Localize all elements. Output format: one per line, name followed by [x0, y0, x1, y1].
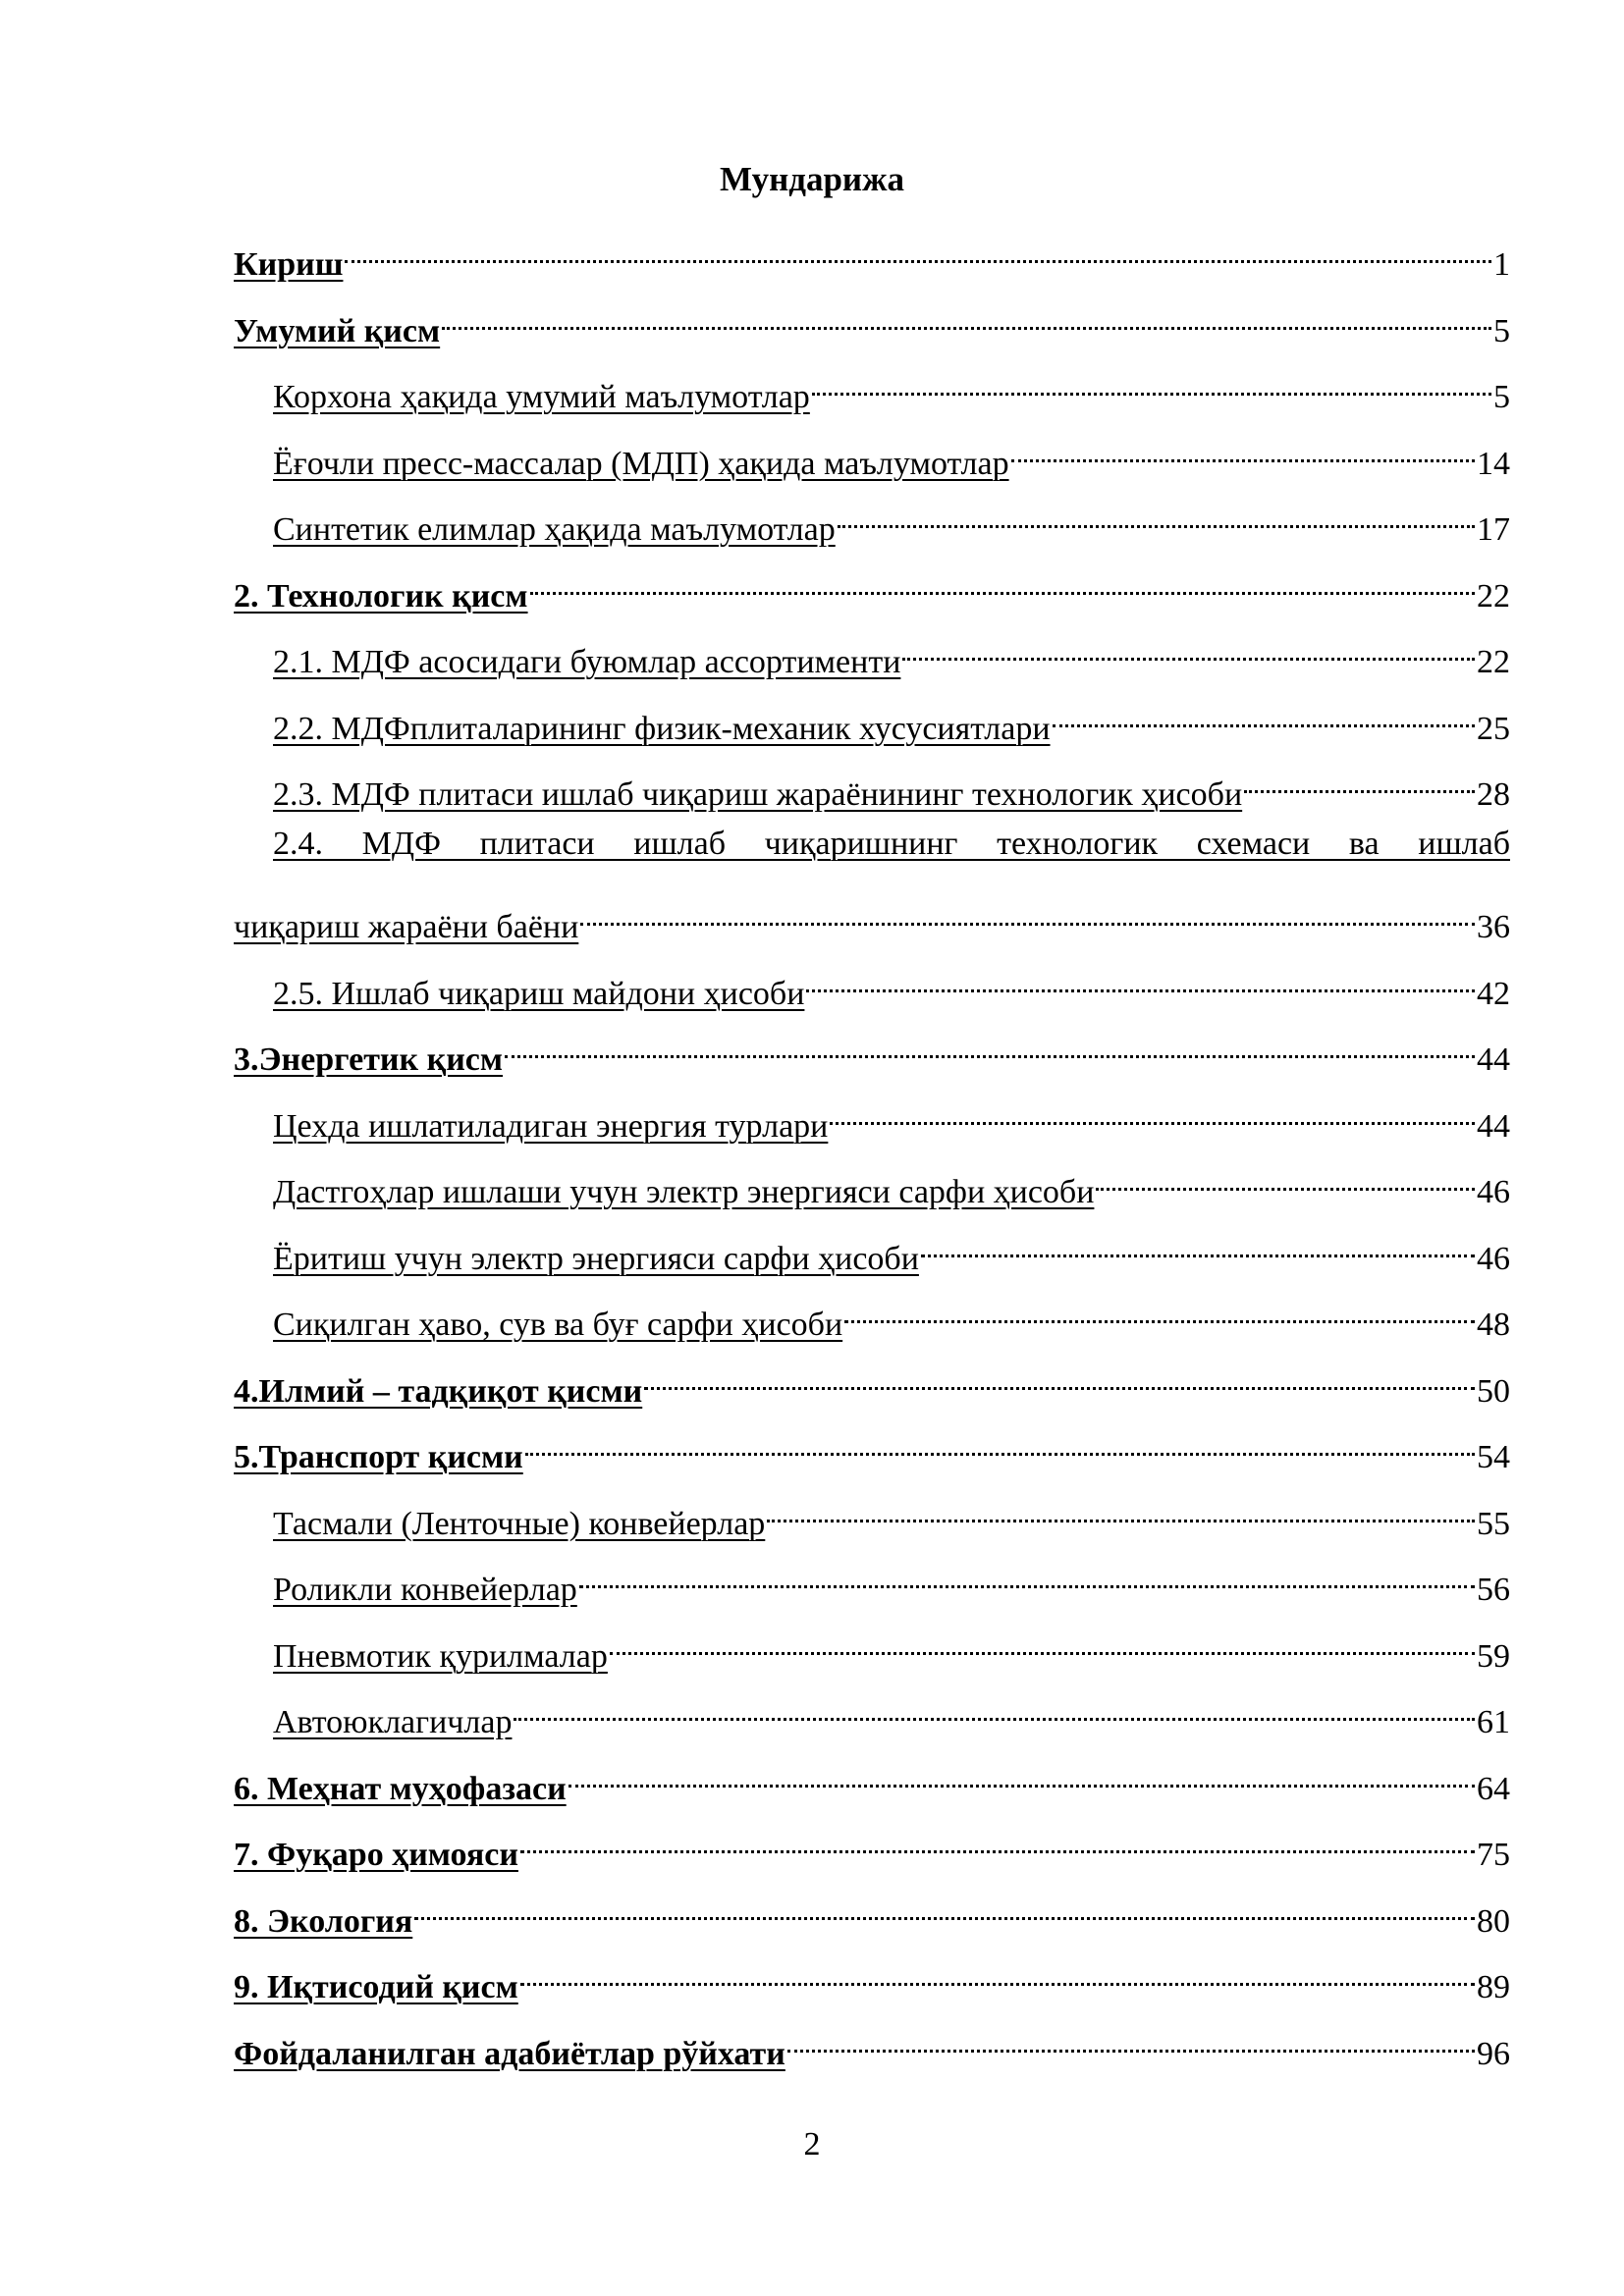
toc-entry[interactable]	[234, 750, 1510, 817]
toc-entry-page: 44	[1477, 1041, 1510, 1078]
toc-entry-title[interactable]: 2.3. МДФ плитаси ишлаб чиқариш жараёнининг технологик ҳисоби	[273, 776, 1243, 813]
dot-leader	[921, 1214, 1475, 1269]
toc-entry[interactable]	[234, 949, 1510, 1016]
dot-leader	[580, 882, 1475, 937]
toc-entry[interactable]	[234, 1347, 1510, 1414]
toc-entry[interactable]	[234, 1280, 1510, 1347]
dot-leader	[902, 617, 1475, 672]
toc-entry-page: 56	[1477, 1572, 1510, 1608]
toc-entry[interactable]	[234, 1877, 1510, 1944]
dot-leader	[644, 1347, 1475, 1402]
table-of-contents	[234, 220, 1510, 2075]
toc-entry[interactable]	[234, 1214, 1510, 1281]
dot-leader	[787, 2009, 1475, 2064]
toc-entry-page: 1	[1493, 246, 1510, 283]
toc-entry-title[interactable]: 9. Иқтисодий қисм	[234, 1969, 518, 2005]
toc-entry[interactable]	[234, 352, 1510, 419]
toc-entry-page: 96	[1477, 2035, 1510, 2072]
toc-entry[interactable]	[234, 1545, 1510, 1612]
toc-entry-page: 80	[1477, 1902, 1510, 1940]
toc-entry-title[interactable]: 2. Технологик қисм	[234, 577, 528, 614]
toc-entry-title[interactable]: Сиқилган ҳаво, сув ва буғ сарфи ҳисоби	[273, 1307, 843, 1343]
toc-entry-title[interactable]: 5.Транспорт қисми	[234, 1439, 523, 1475]
dot-leader	[838, 485, 1475, 540]
dot-leader	[1244, 750, 1475, 805]
dot-leader	[806, 949, 1475, 1004]
dot-leader	[812, 352, 1491, 407]
toc-entry-page: 17	[1477, 511, 1510, 548]
toc-entry-page: 50	[1477, 1372, 1510, 1410]
toc-entry-page: 59	[1477, 1637, 1510, 1675]
toc-entry[interactable]	[234, 419, 1510, 486]
dot-leader	[520, 1943, 1475, 1998]
toc-entry-page: 46	[1477, 1240, 1510, 1277]
toc-entry-title[interactable]: Цехда ишлатиладиган энергия турлари	[273, 1107, 829, 1145]
toc-entry[interactable]	[234, 485, 1510, 552]
toc-entry-title[interactable]: 2.2. МДФплиталарининг физик-механик хусусиятлари	[273, 710, 1051, 747]
toc-entry-title[interactable]: Кириш	[234, 246, 344, 283]
toc-entry-page: 46	[1477, 1174, 1510, 1210]
toc-entry-title-line1[interactable]	[234, 817, 1510, 883]
dot-leader	[1011, 419, 1475, 474]
toc-entry-page: 25	[1477, 710, 1510, 747]
toc-entry-title[interactable]: Фойдаланилган адабиётлар рўйхати	[234, 2035, 785, 2072]
toc-entry[interactable]	[234, 1413, 1510, 1479]
toc-entry[interactable]	[234, 287, 1510, 353]
toc-entry-title[interactable]: Роликли конвейерлар	[273, 1572, 577, 1608]
toc-entry-title[interactable]: 7. Фуқаро ҳимояси	[234, 1837, 518, 1873]
toc-entry[interactable]	[234, 1148, 1510, 1214]
toc-entry-page: 36	[1477, 909, 1510, 945]
toc-entry[interactable]	[234, 617, 1510, 684]
toc-entry-page: 55	[1477, 1505, 1510, 1542]
toc-entry-title[interactable]: 4.Илмий – тадқиқот қисми	[234, 1372, 643, 1410]
dot-leader	[568, 1744, 1475, 1799]
dot-leader	[525, 1413, 1475, 1468]
dot-leader	[830, 1082, 1475, 1137]
toc-entry[interactable]	[234, 1612, 1510, 1679]
toc-entry-page: 64	[1477, 1770, 1510, 1807]
dot-leader	[530, 552, 1475, 607]
toc-entry[interactable]	[234, 684, 1510, 751]
toc-entry-page: 44	[1477, 1107, 1510, 1145]
toc-entry-title[interactable]: 2.5. Ишлаб чиқариш майдони ҳисоби	[273, 975, 805, 1012]
toc-entry-page: 28	[1477, 776, 1510, 813]
toc-entry-title[interactable]: 8. Экология	[234, 1902, 413, 1940]
toc-entry-page: 5	[1493, 379, 1510, 415]
dot-leader	[514, 1678, 1475, 1733]
toc-entry[interactable]	[234, 1678, 1510, 1744]
dot-leader	[1053, 684, 1475, 739]
toc-entry-title[interactable]: Дастгоҳлар ишлаши учун электр энергияси сарфи ҳисоби	[273, 1174, 1095, 1210]
dot-leader	[610, 1612, 1475, 1667]
toc-entry-title-line2[interactable]: чиқариш жараёни баёни	[234, 909, 579, 945]
dot-leader	[1096, 1148, 1475, 1202]
toc-entry[interactable]	[234, 817, 1510, 949]
toc-entry-title[interactable]: Умумий қисм	[234, 312, 441, 349]
toc-entry[interactable]	[234, 1015, 1510, 1082]
page-number: 2	[803, 2126, 821, 2163]
dot-leader	[414, 1877, 1475, 1932]
toc-entry-title[interactable]: 2.4. МДФ плитаси ишлаб чиқаришнинг технологик схемаси ва ишлаб	[273, 825, 1510, 862]
toc-entry[interactable]	[234, 552, 1510, 618]
toc-entry-title[interactable]: Пневмотик қурилмалар	[273, 1637, 608, 1675]
toc-entry-page: 48	[1477, 1307, 1510, 1343]
toc-entry-page: 89	[1477, 1969, 1510, 2005]
dot-leader	[345, 220, 1491, 275]
toc-entry[interactable]	[234, 1082, 1510, 1148]
toc-entry-title[interactable]: Корхона ҳақида умумий маълумотлар	[273, 379, 810, 415]
toc-entry-page: 61	[1477, 1704, 1510, 1740]
toc-entry-title[interactable]: Тасмали (Ленточные) конвейерлар	[273, 1505, 766, 1542]
toc-entry-title[interactable]: Ёғочли пресс-массалар (МДП) ҳақида маълумотлар	[273, 445, 1009, 482]
toc-entry-page: 14	[1477, 445, 1510, 482]
toc-entry-page: 75	[1477, 1837, 1510, 1873]
toc-entry-title[interactable]: 3.Энергетик қисм	[234, 1041, 504, 1078]
toc-entry-title[interactable]: Ёритиш учун электр энергияси сарфи ҳисоби	[273, 1240, 919, 1277]
toc-entry[interactable]	[234, 1479, 1510, 1546]
dot-leader	[520, 1810, 1475, 1865]
toc-entry-page: 42	[1477, 975, 1510, 1012]
dot-leader	[767, 1479, 1475, 1534]
toc-entry-page: 22	[1477, 644, 1510, 680]
dot-leader	[579, 1545, 1475, 1600]
toc-entry-title[interactable]: 2.1. МДФ асосидаги буюмлар ассортименти	[273, 644, 901, 680]
toc-entry-title[interactable]: 6. Меҳнат муҳофазаси	[234, 1770, 567, 1807]
dot-leader	[505, 1015, 1475, 1070]
toc-entry-title[interactable]: Автоюклагичлар	[273, 1704, 513, 1740]
toc-entry-title[interactable]: Синтетик елимлар ҳақида маълумотлар	[273, 511, 836, 548]
toc-title: Мундарижа	[720, 160, 904, 198]
toc-entry[interactable]	[234, 1810, 1510, 1877]
toc-entry-page: 22	[1477, 577, 1510, 614]
toc-entry[interactable]	[234, 2009, 1510, 2076]
toc-entry[interactable]	[234, 220, 1510, 287]
dot-leader	[442, 287, 1491, 342]
toc-entry[interactable]	[234, 1943, 1510, 2009]
toc-entry-page: 5	[1493, 312, 1510, 349]
dot-leader	[844, 1280, 1475, 1335]
toc-entry[interactable]	[234, 1744, 1510, 1811]
toc-entry-page: 54	[1477, 1439, 1510, 1475]
